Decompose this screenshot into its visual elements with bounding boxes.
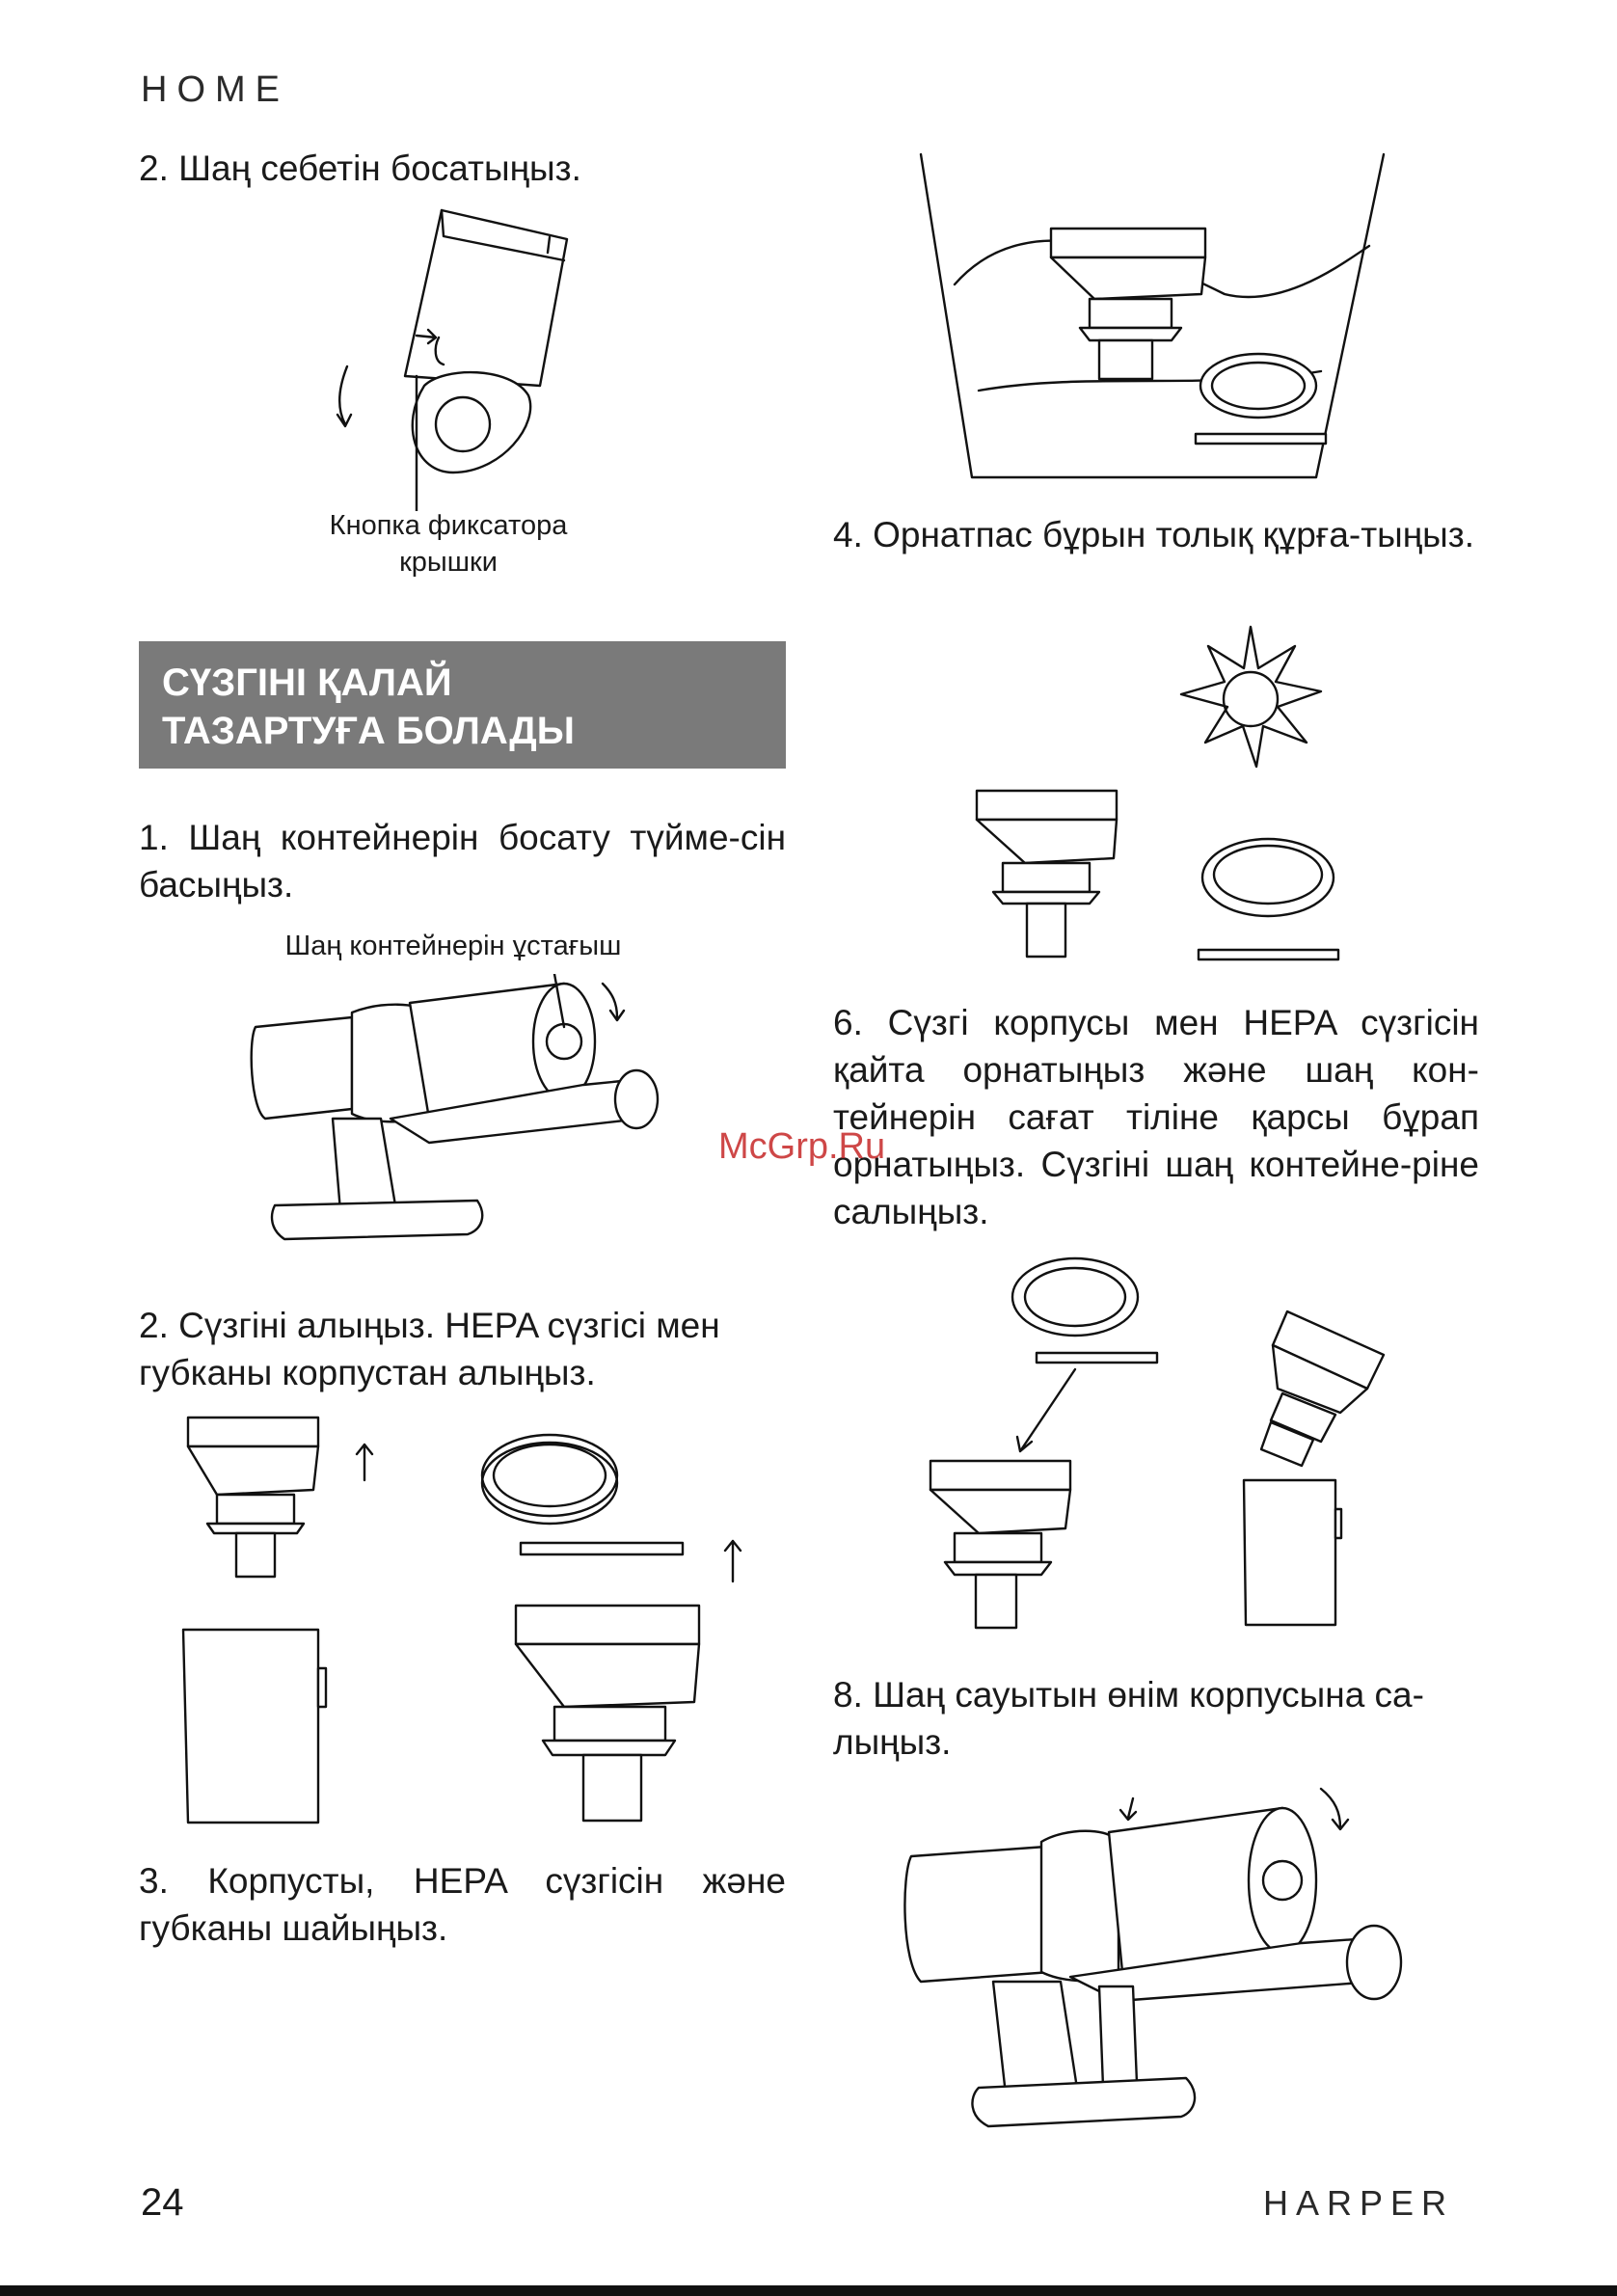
brand-logo-harper: HARPER — [1263, 2183, 1455, 2223]
step-4: 4. Орнатпас бұрын толық құрға-тыңыз. — [833, 515, 1475, 554]
vacuum-release-illustration — [246, 974, 670, 1254]
watermark: McGrp.Ru — [718, 1126, 886, 1167]
section-heading — [139, 641, 786, 769]
holder-caption: Шаң контейнерін ұстағыш — [284, 931, 622, 961]
section-title-line2: ТАЗАРТУҒА БОЛАДЫ — [162, 710, 575, 752]
brand-logo-home: HOME — [141, 69, 289, 110]
insert-bin-illustration — [897, 1779, 1422, 2146]
section-title-line1: СҮЗГІНІ ҚАЛАЙ — [162, 662, 452, 704]
filter-parts-illustration — [174, 1408, 752, 1842]
basket-open-illustration — [309, 193, 588, 511]
drying-illustration — [969, 622, 1355, 979]
lid-button-caption: Кнопка фиксатора крышки — [329, 510, 568, 578]
reassembly-illustration — [916, 1249, 1398, 1654]
step-6: 6. Сүзгі корпусы мен HEPA сүзгісін қайта орнатыңыз және шаң кон-тейнерін сағат тіліне қарсы бұрап орнатыңыз. Сүзгіні шаң контейне-ріне салыңыз. — [833, 1003, 1479, 1231]
step-1: 1. Шаң контейнерін босату түйме-сін басыңыз. — [139, 818, 786, 905]
step-3: 3. Корпусты, HEPA сүзгісін және губканы шайыңыз. — [139, 1861, 786, 1948]
page-number: 24 — [141, 2181, 184, 2224]
step-2: 2. Сүзгіні алыңыз. HEPA сүзгісі мен губканы корпустан алыңыз. — [139, 1306, 720, 1392]
washing-illustration — [916, 149, 1398, 482]
bottom-border — [0, 2285, 1617, 2296]
step-release-basket: 2. Шаң себетін босатыңыз. — [139, 149, 581, 188]
step-8: 8. Шаң сауытын өнім корпусына са-лыңыз. — [833, 1675, 1424, 1762]
